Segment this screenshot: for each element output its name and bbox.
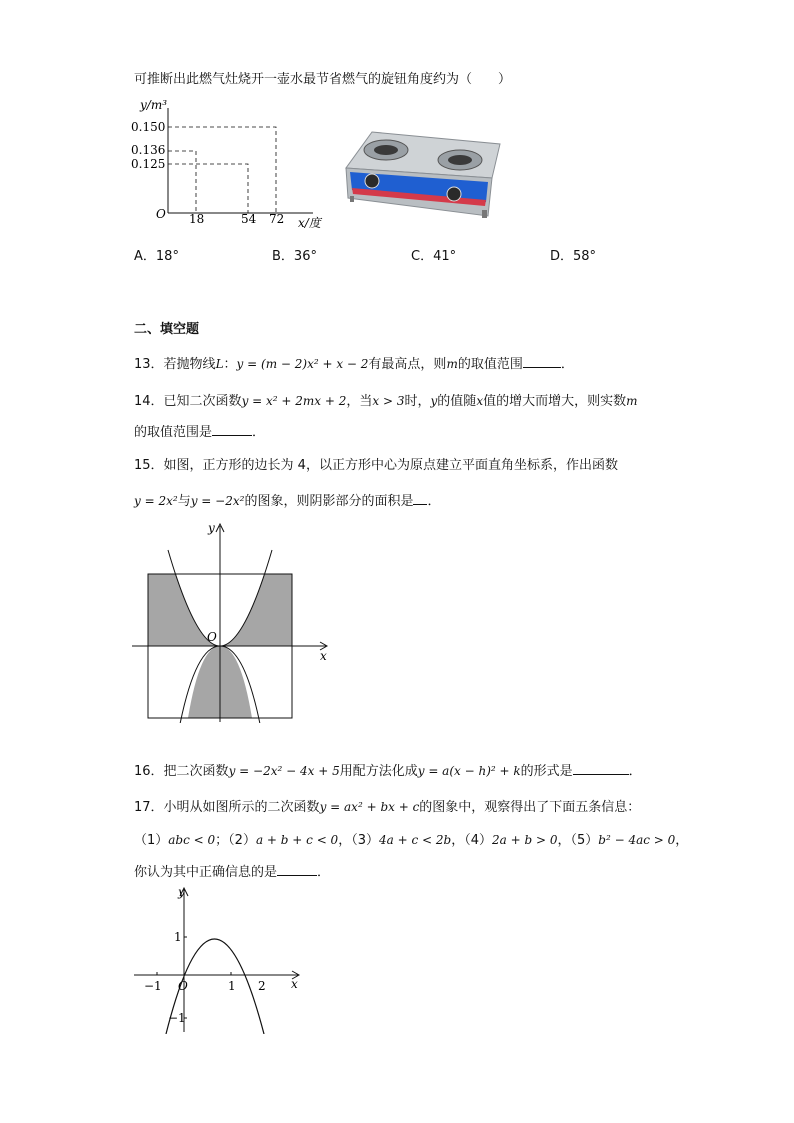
- xtick-54: 54: [241, 212, 257, 226]
- q15-origin: O: [207, 630, 217, 644]
- q15-ylabel: y: [208, 521, 215, 535]
- q17-graph: [128, 884, 308, 1034]
- q15-graph: [128, 518, 338, 723]
- q14-answer-blank[interactable]: [212, 423, 252, 436]
- q16-answer-blank[interactable]: [573, 762, 629, 775]
- q17-line2: （1）abc < 0；（2）a + b + c < 0，（3）4a + c < 2b，（4）2a + b > 0，（5）b² − 4ac > 0，: [134, 833, 689, 848]
- q17-ylabel: y: [178, 885, 185, 899]
- q15-xlabel: x: [320, 649, 327, 663]
- q12-stem: 可推断出此燃气灶烧开一壶水最节省燃气的旋钮角度约为（ ）: [134, 72, 512, 87]
- option-c[interactable]: C．41°: [411, 249, 457, 264]
- q13: 13．若抛物线L：y = (m − 2)x² + x − 2有最高点，则m的取值范围 ．: [134, 357, 574, 372]
- xtick-18: 18: [189, 212, 205, 226]
- ytick-0150: 0.150: [131, 120, 166, 134]
- xtick-72: 72: [269, 212, 285, 226]
- gas-stove-image: [342, 126, 506, 222]
- q12-ylabel: y/m³: [140, 98, 168, 112]
- guide-lines: [168, 127, 276, 213]
- q17-xtick-1: 1: [228, 979, 236, 993]
- q17-xtick-2: 2: [258, 979, 266, 993]
- q17-line3: 你认为其中正确信息的是 ．: [134, 865, 331, 880]
- q17-ytick-neg1: −1: [168, 1011, 186, 1025]
- q17-xlabel: x: [291, 977, 298, 991]
- q16: 16．把二次函数y = −2x² − 4x + 5用配方法化成y = a(x − h)² + k的形式是 ．: [134, 764, 642, 779]
- q17-xtick-neg1: −1: [144, 979, 162, 993]
- q17-ytick-1: 1: [174, 930, 182, 944]
- q17-origin: O: [178, 979, 188, 993]
- q12-graph: [128, 96, 328, 231]
- q12-origin: O: [156, 207, 166, 221]
- q14-line1: 14．已知二次函数y = x² + 2mx + 2，当x > 3时，y的值随x值的增大而增大，则实数m: [134, 394, 638, 409]
- option-d[interactable]: D．58°: [550, 249, 597, 264]
- option-b[interactable]: B．36°: [272, 249, 317, 264]
- q13-answer-blank[interactable]: [523, 355, 561, 368]
- ytick-0136: 0.136: [131, 143, 166, 157]
- q14-line2: 的取值范围是 ．: [134, 425, 266, 440]
- q17-answer-blank[interactable]: [277, 863, 317, 876]
- section-title: 二、填空题: [134, 322, 200, 337]
- q15-answer-blank[interactable]: [413, 492, 427, 505]
- option-a[interactable]: A．18°: [134, 249, 179, 264]
- q15-line2: y = 2x²与y = −2x²的图象，则阴影部分的面积是 ．: [134, 494, 441, 509]
- ytick-0125: 0.125: [131, 157, 166, 171]
- q15-line1: 15．如图，正方形的边长为 4，以正方形中心为原点建立平面直角坐标系，作出函数: [134, 458, 618, 473]
- q17-line1: 17．小明从如图所示的二次函数y = ax² + bx + c的图象中，观察得出了下面五条信息：: [134, 800, 641, 815]
- q12-xlabel: x/度: [298, 216, 321, 230]
